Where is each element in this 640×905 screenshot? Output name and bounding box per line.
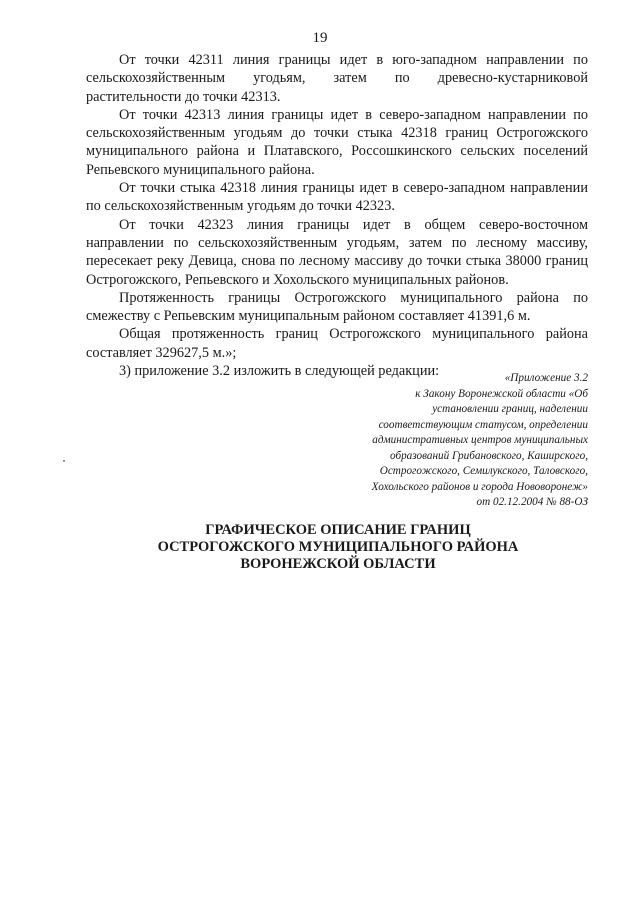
heading-line: ВОРОНЕЖСКОЙ ОБЛАСТИ [240, 556, 436, 572]
annex-line: установлении границ, наделении [432, 403, 588, 415]
page-number: 19 [312, 30, 328, 46]
annex-line: Острогожского, Семилукского, Таловского, [379, 465, 588, 477]
paragraph-point-42323: От точки 42323 линия границы идет в общем северо-восточном направлении по сельскохозяйственным угодьям, затем по лесному массиву, пересекает реку Девица, снова по лесному массиву до точки стыка 38000 границ Острогожского, Репьевского и Хохольского муниципальных районов. [86, 216, 588, 288]
annex-line: от 02.12.2004 № 88-ОЗ [476, 496, 588, 508]
annex-line: «Приложение 3.2 [504, 372, 588, 384]
annex-line: соответствующим статусом, определении [378, 418, 588, 431]
scan-speck [63, 460, 65, 462]
annex-line: Хохольского районов и города Нововоронеж» [371, 480, 588, 493]
paragraph-point-42311: От точки 42311 линия границы идет в юго-западном направлении по сельскохозяйственным угодьям, затем по древесно-кустарниковой растительности до точки 42313. [86, 52, 588, 105]
paragraph-amendment: 3) приложение 3.2 изложить в следующей редакции: [119, 363, 440, 380]
annex-line: административных центров муниципальных [372, 434, 588, 446]
paragraph-point-42318: От точки стыка 42318 линия границы идет в северо-западном направлении по сельскохозяйственным угодьям до точки 42323. [86, 180, 588, 215]
heading-line: ГРАФИЧЕСКОЕ ОПИСАНИЕ ГРАНИЦ [205, 522, 471, 538]
paragraph-point-42313: От точки 42313 линия границы идет в северо-западном направлении по сельскохозяйственным угодьям до точки стыка 42318 границ Острогожского муниципального района и Платавского, Россошкинского сельских поселений Репьевского муниципального района. [86, 106, 588, 178]
annex-line: образований Грибановского, Каширского, [390, 449, 588, 462]
body-text [86, 51, 588, 380]
annex-reference [268, 371, 588, 511]
section-heading [0, 522, 640, 573]
paragraph-repyevsky-length: Протяженность границы Острогожского муниципального района по смежеству с Репьевским муниципальным районом составляет 41391,6 м. [86, 289, 588, 325]
annex-line: к Закону Воронежской области «Об [415, 387, 588, 400]
paragraph-total-length: Общая протяженность границ Острогожского муниципального района составляет 329627,5 м.»; [86, 326, 588, 361]
heading-line: ОСТРОГОЖСКОГО МУНИЦИПАЛЬНОГО РАЙОНА [157, 539, 519, 555]
